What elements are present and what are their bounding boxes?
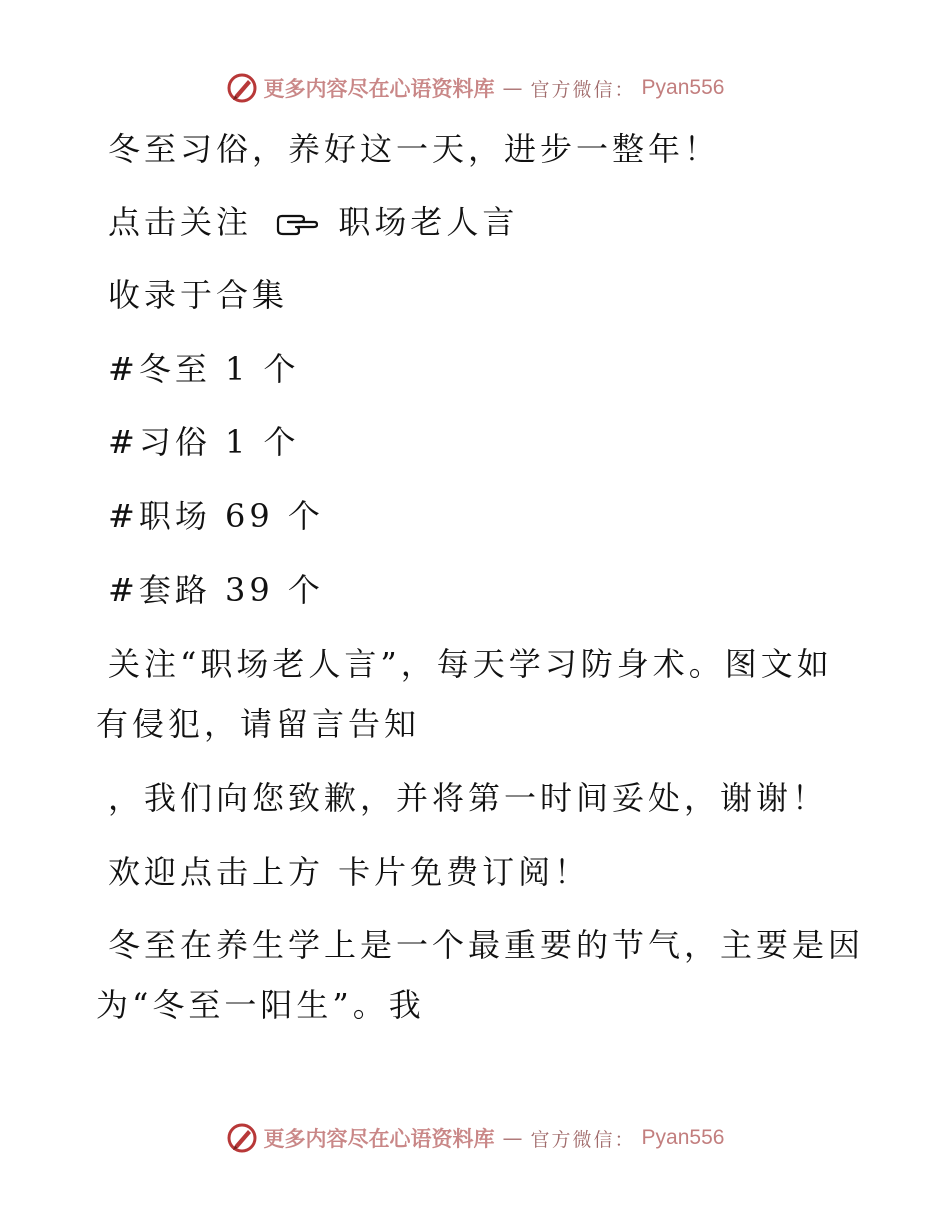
tag-item[interactable]: #习俗 1 个 (108, 423, 300, 461)
follow-account[interactable]: 职场老人言 (338, 203, 519, 241)
watermark-label: 官方微信： (530, 1128, 636, 1151)
watermark-wechat-id: Pyan556 (641, 1126, 725, 1149)
watermark-dash: — (502, 1126, 523, 1150)
headline: 冬至习俗，养好这一天，进步一整年！ (108, 130, 721, 168)
follow-prefix: 点击关注 (108, 203, 253, 241)
notice-line-1: 关注“职场老人言”，每天学习防身术。图文如 (108, 645, 833, 683)
watermark-label: 官方微信： (530, 78, 636, 101)
pointing-hand-icon (274, 212, 318, 238)
body-line-1: 冬至在养生学上是一个最重要的节气，主要是因 (108, 926, 865, 964)
header-watermark (0, 72, 950, 104)
footer-watermark (0, 1122, 950, 1154)
notice-line-2: 有侵犯，请留言告知 (96, 705, 421, 743)
subscribe-line: 欢迎点击上方 卡片免费订阅！ (108, 853, 591, 891)
watermark-dash: — (502, 76, 523, 100)
follow-line (108, 203, 519, 241)
watermark-brand-text: 更多内容尽在心语资料库 (263, 76, 495, 101)
body-line-2: 为“冬至一阳生”。我 (96, 986, 425, 1024)
tag-item[interactable]: #冬至 1 个 (108, 350, 300, 388)
tag-item[interactable]: #职场 69 个 (108, 497, 324, 535)
tag-item[interactable]: #套路 39 个 (108, 571, 324, 609)
watermark-wechat-id: Pyan556 (641, 76, 725, 99)
watermark-brand-text: 更多内容尽在心语资料库 (263, 1126, 495, 1151)
notice-line-3: ，我们向您致歉，并将第一时间妥处，谢谢！ (108, 779, 829, 817)
pen-logo-icon (226, 1122, 258, 1154)
collection-label: 收录于合集 (108, 276, 289, 314)
pen-logo-icon (226, 72, 258, 104)
